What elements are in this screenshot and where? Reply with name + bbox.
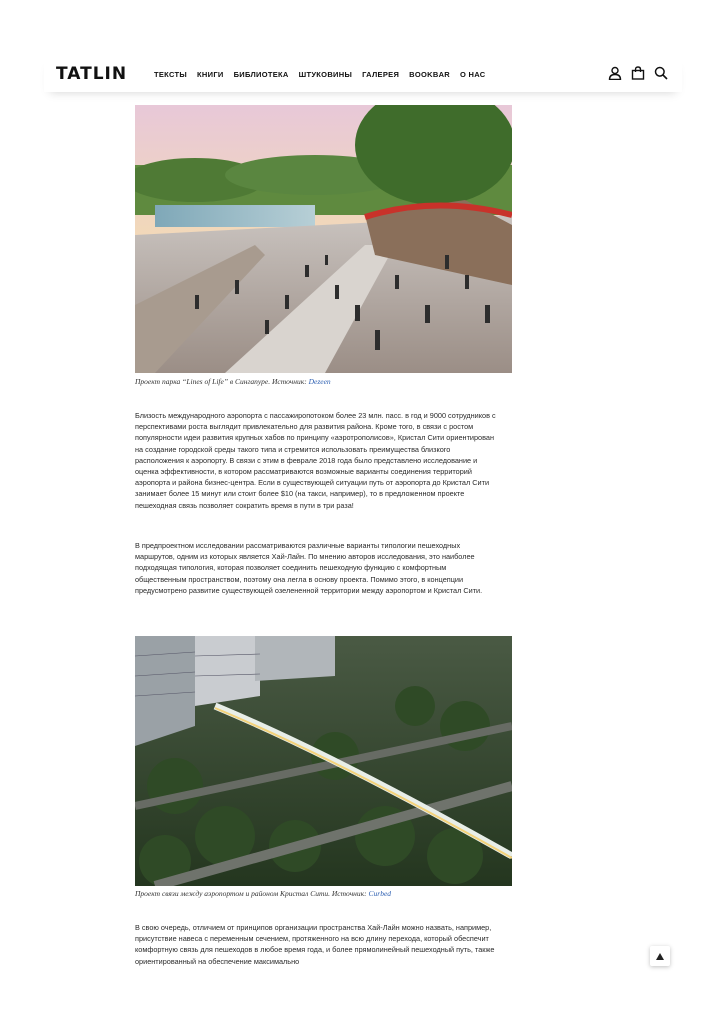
paragraph-2: В предпроектном исследовании рассматриваются различные варианты типологии пешеходных маршрутов, одним из которых является Хай-Лайн. По мнению авторов исследования, это наиболее подходящая типология, которая позволяет соединить пешеходную функцию с комфортным общественным пространством, поэтому она легла в основу проекта. Помимо этого, в концепции предусмотрено развитие существующей озелененной территории между аэропортом и Кристал Сити. bbox=[135, 541, 483, 595]
search-icon[interactable] bbox=[654, 66, 668, 80]
paragraph-1: Близость международного аэропорта с пассажиропотоком более 23 млн. пасс. в год и 9000 сотрудников с перспективами роста выглядит привлекательно для развития района. Кроме того, в связи с ростом популярности идеи развития крупных хабов по принципу «аэротрополисов», Кристал Сити ориентирован на создание городской среды такого типа и стремится использовать преимущества близкого расположения к аэропорту. В связи с этим в феврале 2018 года было представлено исследование и оценка эффективности, в котором рассматриваются возможные варианты соединения территорий аэропорта и района бизнес-центра. Если в существующей ситуации путь от аэропорта до Кристал Сити занимает более 15 минут или стоит более $10 (на такси, например), то в предложенном проекте пешеходная связь позволяет сократить время в пути в три раза! bbox=[135, 411, 496, 510]
arrow-up-icon bbox=[656, 953, 664, 960]
figure2-source-link[interactable]: Curbed bbox=[368, 889, 392, 898]
paragraph-3: В свою очередь, отличием от принципов организации пространства Хай-Лайн можно назвать, например, присутствие навеса с переменным сечением, протяженного на всю длину перехода, который обеспечит комфортную связь для пешеходов в любое время года, и более прямолинейный пешеходный путь, также ориентированный на обеспечение максимально bbox=[135, 923, 495, 966]
nav-about[interactable]: О НАС bbox=[460, 70, 486, 79]
cart-icon[interactable] bbox=[631, 66, 645, 80]
nav-library[interactable]: БИБЛИОТЕКА bbox=[233, 70, 289, 79]
nav-texts[interactable]: ТЕКСТЫ bbox=[154, 70, 188, 79]
scroll-to-top-button[interactable] bbox=[650, 946, 670, 966]
figure1-caption-text: Проект парка “Lines of Life” в Сингапуре. Источник: bbox=[135, 377, 309, 386]
header-icons bbox=[608, 66, 668, 80]
nav-bookbar[interactable]: BOOKBAR bbox=[409, 70, 451, 79]
figure2-caption bbox=[135, 889, 555, 898]
tatlin-logo[interactable]: TATLIN bbox=[56, 64, 128, 84]
figure2-caption-text: Проект связи между аэропортом и районом Кристал Сити. Источник: bbox=[135, 889, 369, 898]
nav-stuff[interactable]: ШТУКОВИНЫ bbox=[298, 70, 353, 79]
user-icon[interactable] bbox=[608, 66, 622, 80]
figure1-source-link[interactable]: Dezeen bbox=[308, 377, 331, 386]
figure1-caption bbox=[135, 377, 555, 386]
bridge-photo bbox=[135, 636, 512, 886]
site-header bbox=[44, 56, 682, 92]
nav-books[interactable]: КНИГИ bbox=[197, 70, 224, 79]
nav-gallery[interactable]: ГАЛЕРЕЯ bbox=[362, 70, 400, 79]
park-photo bbox=[135, 105, 512, 373]
main-nav bbox=[154, 70, 486, 79]
